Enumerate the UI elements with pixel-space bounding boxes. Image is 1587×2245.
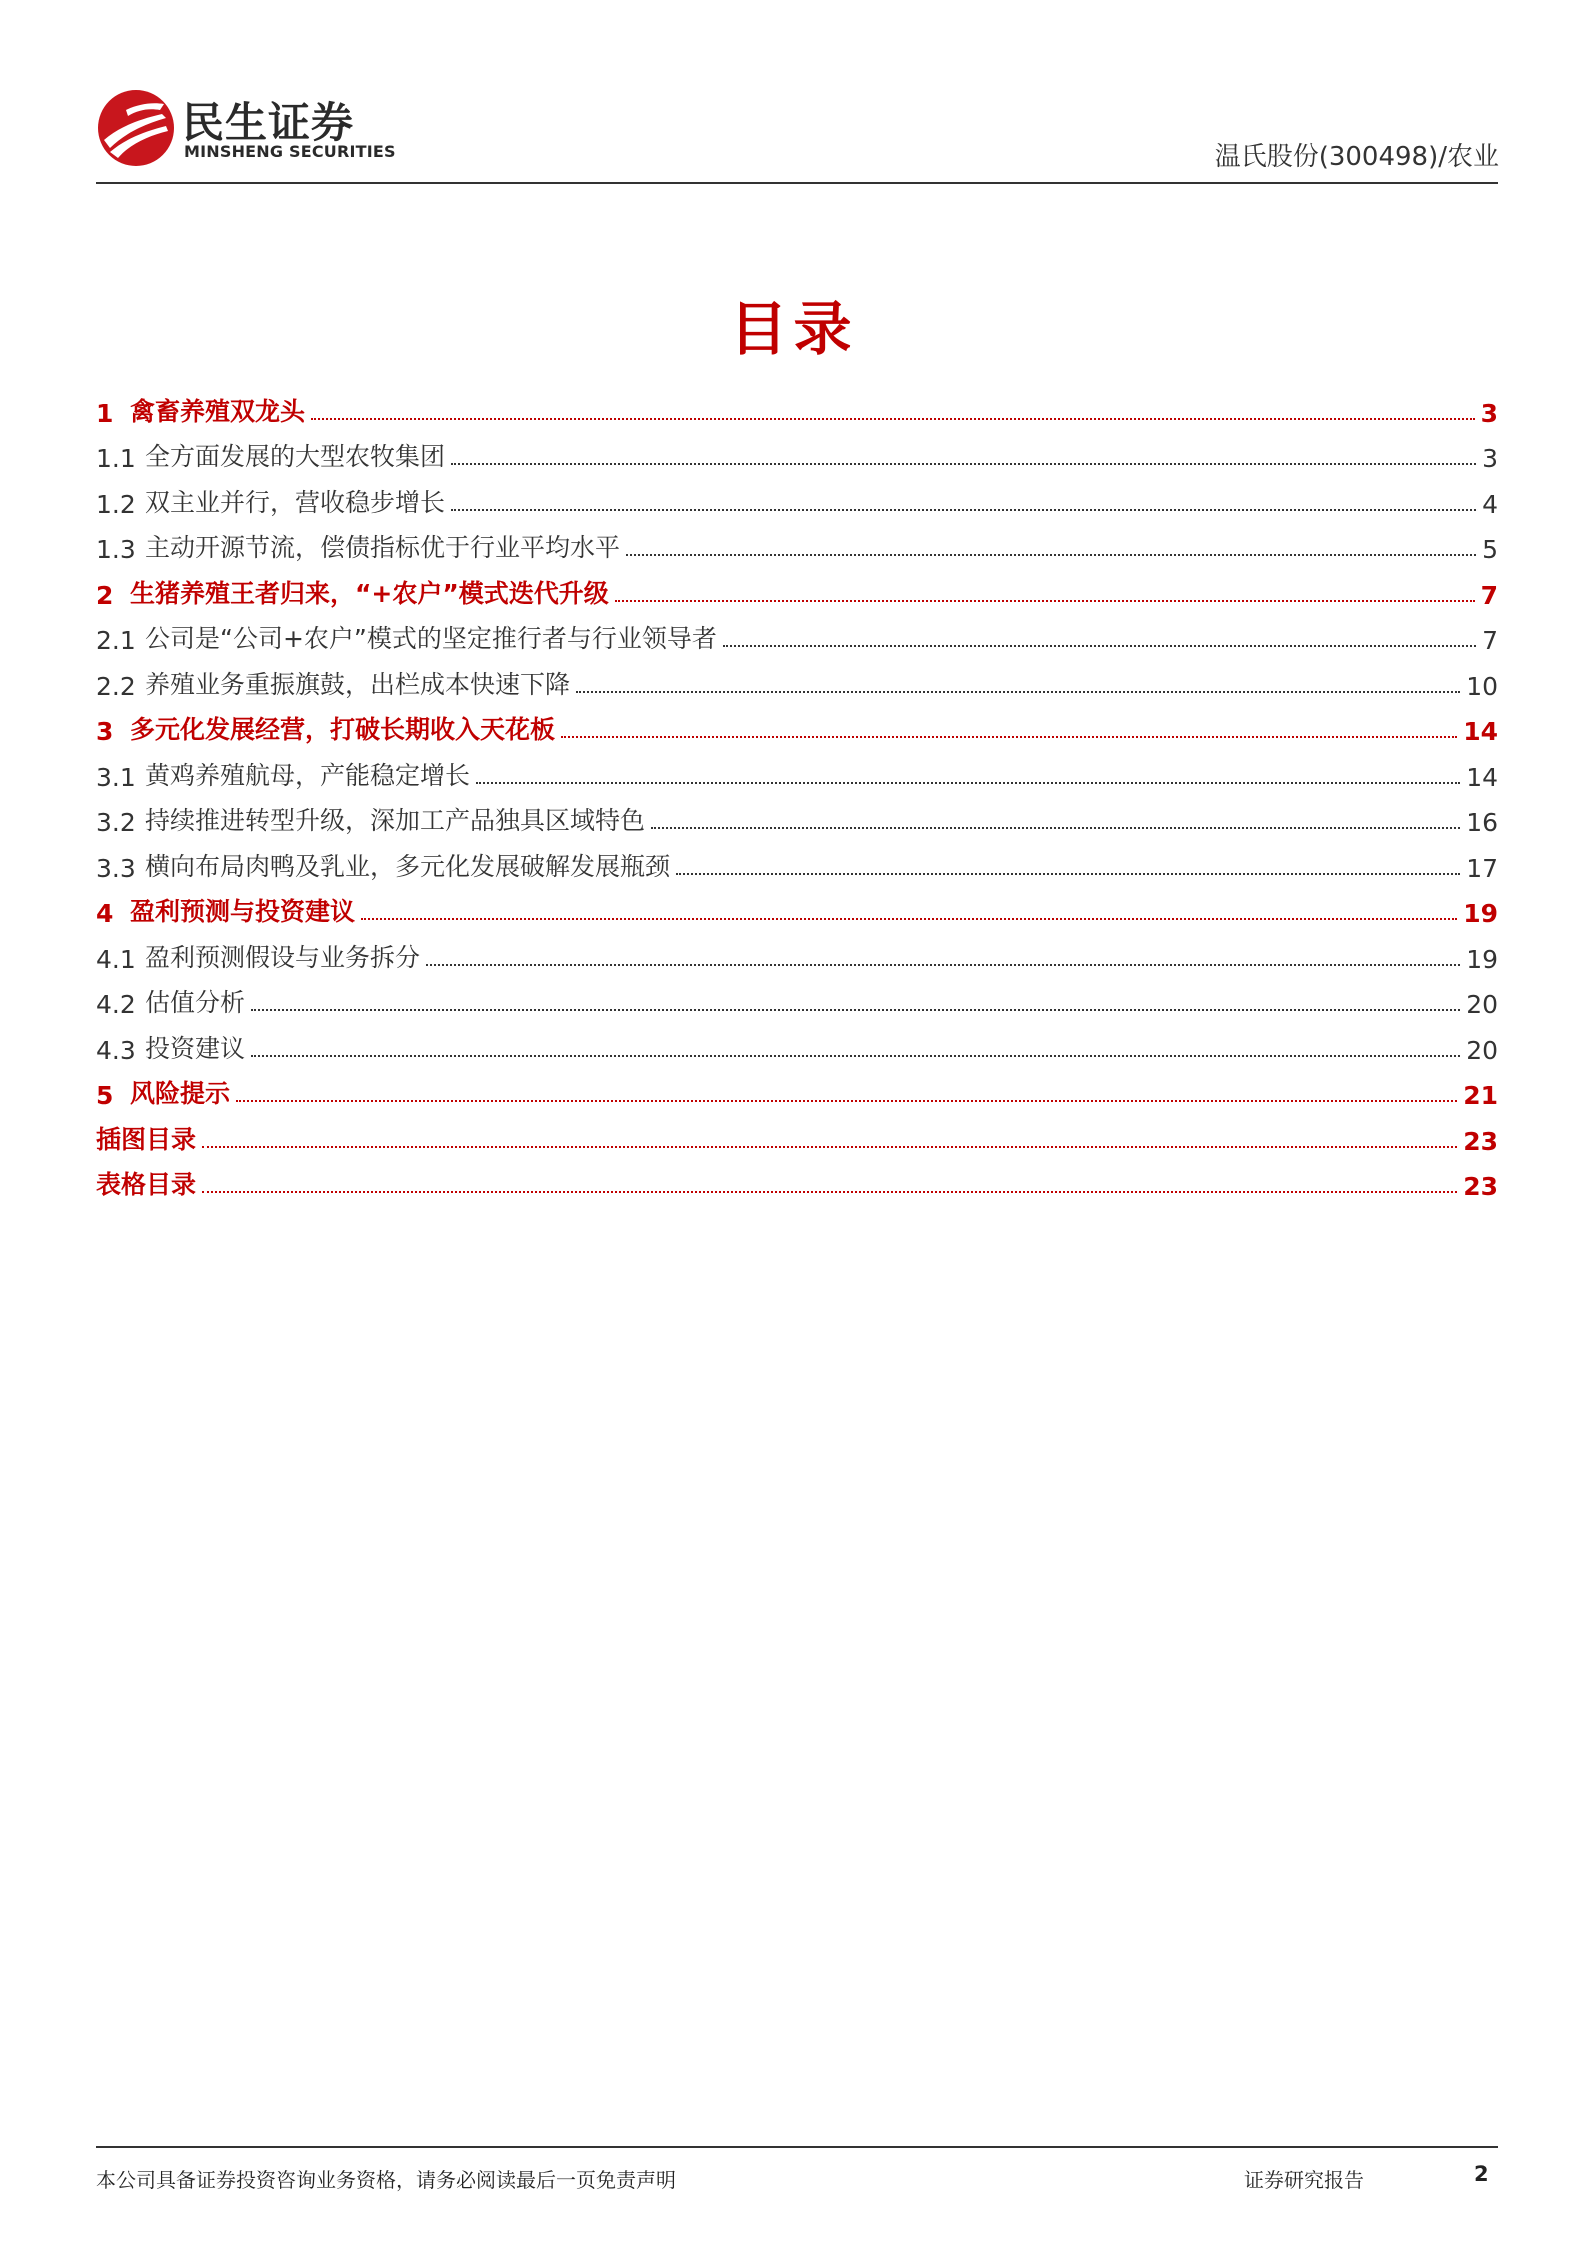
toc-entry-section[interactable]: [96, 883, 1498, 929]
toc-dot-leader: [202, 1191, 1457, 1193]
header-divider: [96, 182, 1498, 184]
toc-entry-section[interactable]: [96, 1156, 1498, 1202]
toc-entry-number: 3: [96, 717, 114, 746]
toc-entry-subsection[interactable]: [96, 519, 1498, 565]
toc-entry-section[interactable]: [96, 382, 1498, 428]
toc-entry-number: 2.1: [96, 626, 136, 655]
toc-entry-page: 23: [1463, 1172, 1498, 1201]
toc-entry-section[interactable]: [96, 1110, 1498, 1156]
toc-entry-subsection[interactable]: [96, 837, 1498, 883]
toc-entry-title: 禽畜养殖双龙头: [130, 396, 306, 426]
toc-entry-number: 1.2: [96, 489, 136, 519]
toc-entry-page: 7: [1480, 580, 1498, 610]
toc-entry-title: 主动开源节流，偿债指标优于行业平均水平: [145, 533, 621, 562]
toc-dot-leader: [576, 691, 1460, 693]
toc-dot-leader: [723, 645, 1476, 647]
toc-entry-title: 表格目录: [96, 1170, 197, 1199]
footer-report-type: 证券研究报告: [1244, 2168, 1364, 2192]
toc-dot-leader: [615, 600, 1475, 602]
toc-entry-page: 3: [1482, 444, 1498, 473]
toc-entry-subsection[interactable]: [96, 428, 1498, 474]
toc-entry-subsection[interactable]: [96, 473, 1498, 519]
toc-entry-number: 3.2: [96, 808, 136, 837]
toc-entry-number: 3.3: [96, 853, 136, 883]
toc-entry-page: 20: [1466, 1035, 1498, 1065]
logo-chinese-name: 民生证券: [182, 98, 355, 147]
toc-dot-leader: [426, 964, 1460, 966]
toc-entry-title: 黄鸡养殖航母，产能稳定增长: [145, 760, 471, 790]
toc-entry-title: 估值分析: [145, 988, 246, 1017]
toc-dot-leader: [476, 782, 1460, 784]
toc-entry-page: 17: [1466, 853, 1498, 883]
footer-divider: [96, 2146, 1498, 2148]
toc-entry-page: 7: [1482, 626, 1498, 655]
toc-entry-number: 3.1: [96, 762, 136, 792]
toc-dot-leader: [236, 1100, 1457, 1102]
toc-entry-page: 4: [1482, 489, 1498, 519]
toc-entry-title: 投资建议: [145, 1033, 246, 1063]
toc-entry-section[interactable]: [96, 1065, 1498, 1111]
report-subject: 温氏股份(300498)/农业: [1214, 142, 1499, 172]
toc-entry-title: 风险提示: [130, 1079, 231, 1108]
toc-dot-leader: [251, 1055, 1460, 1057]
toc-entry-page: 14: [1466, 762, 1498, 792]
toc-entry-number: 5: [96, 1081, 114, 1110]
toc-entry-subsection[interactable]: [96, 792, 1498, 838]
toc-entry-title: 公司是“公司+农户”模式的坚定推行者与行业领导者: [145, 624, 717, 653]
toc-dot-leader: [651, 827, 1460, 829]
toc-entry-page: 3: [1480, 398, 1498, 428]
toc-dot-leader: [251, 1009, 1460, 1011]
toc-entry-title: 多元化发展经营，打破长期收入天花板: [130, 715, 556, 744]
toc-entry-subsection[interactable]: [96, 974, 1498, 1020]
toc-entry-title: 横向布局肉鸭及乳业，多元化发展破解发展瓶颈: [145, 851, 671, 881]
toc-entry-subsection[interactable]: [96, 655, 1498, 701]
page-header: [0, 0, 1587, 186]
toc-entry-page: 14: [1463, 717, 1498, 746]
toc-entry-number: 4.2: [96, 990, 136, 1019]
minsheng-logo-icon: [96, 88, 176, 168]
table-of-contents: [96, 382, 1498, 1201]
toc-dot-leader: [311, 418, 1475, 420]
toc-entry-page: 23: [1463, 1126, 1498, 1156]
toc-entry-subsection[interactable]: [96, 746, 1498, 792]
toc-entry-title: 双主业并行，营收稳步增长: [145, 487, 446, 517]
toc-entry-number: 4.1: [96, 944, 136, 974]
toc-entry-title: 生猪养殖王者归来，“+农户”模式迭代升级: [130, 578, 609, 608]
toc-entry-number: 2: [96, 580, 114, 610]
toc-entry-section[interactable]: [96, 564, 1498, 610]
toc-entry-title: 全方面发展的大型农牧集团: [145, 442, 446, 471]
toc-entry-title: 盈利预测与投资建议: [130, 897, 356, 926]
toc-dot-leader: [561, 736, 1457, 738]
toc-entry-page: 16: [1466, 808, 1498, 837]
toc-entry-number: 2.2: [96, 671, 136, 701]
toc-entry-number: 1.3: [96, 535, 136, 564]
logo-english-name: MINSHENG SECURITIES: [184, 142, 396, 161]
toc-entry-title: 养殖业务重振旗鼓，出栏成本快速下降: [145, 669, 571, 699]
toc-dot-leader: [451, 463, 1476, 465]
toc-entry-title: 插图目录: [96, 1124, 197, 1154]
toc-entry-title: 盈利预测假设与业务拆分: [145, 942, 421, 972]
toc-entry-subsection[interactable]: [96, 928, 1498, 974]
toc-entry-page: 21: [1463, 1081, 1498, 1110]
toc-entry-page: 19: [1463, 899, 1498, 928]
minsheng-logo: [96, 88, 396, 174]
toc-dot-leader: [451, 509, 1476, 511]
toc-entry-number: 4: [96, 899, 114, 928]
page-title: 目录: [729, 295, 858, 363]
toc-entry-page: 19: [1466, 944, 1498, 974]
footer-page-number: 2: [1474, 2162, 1489, 2186]
toc-dot-leader: [626, 554, 1476, 556]
toc-entry-number: 1.1: [96, 444, 136, 473]
toc-dot-leader: [202, 1146, 1457, 1148]
toc-dot-leader: [361, 918, 1457, 920]
toc-entry-page: 5: [1482, 535, 1498, 564]
toc-entry-page: 10: [1466, 671, 1498, 701]
toc-entry-section[interactable]: [96, 701, 1498, 747]
toc-entry-number: 1: [96, 398, 114, 428]
toc-entry-subsection[interactable]: [96, 610, 1498, 656]
toc-entry-page: 20: [1466, 990, 1498, 1019]
footer-disclaimer: 本公司具备证券投资咨询业务资格，请务必阅读最后一页免责声明: [96, 2168, 676, 2192]
toc-entry-subsection[interactable]: [96, 1019, 1498, 1065]
toc-dot-leader: [676, 873, 1460, 875]
toc-entry-number: 4.3: [96, 1035, 136, 1065]
toc-entry-title: 持续推进转型升级，深加工产品独具区域特色: [145, 806, 646, 835]
